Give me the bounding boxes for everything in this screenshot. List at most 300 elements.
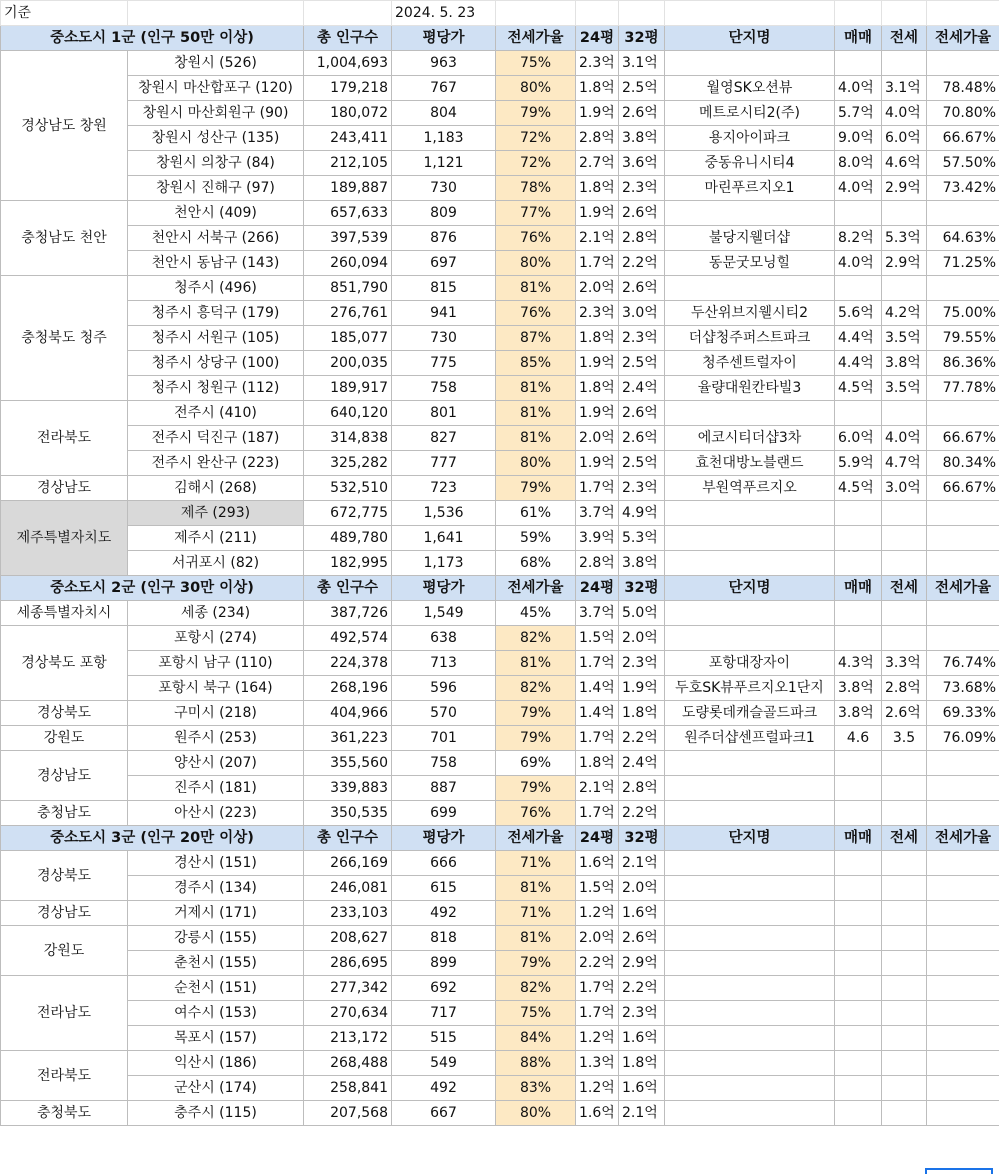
population-cell[interactable]: 397,539 bbox=[304, 226, 392, 251]
price-cell[interactable]: 818 bbox=[392, 926, 496, 951]
population-cell[interactable]: 350,535 bbox=[304, 801, 392, 826]
sale-price-cell[interactable]: 4.0억 bbox=[835, 76, 882, 101]
jeonse-price-cell[interactable] bbox=[882, 501, 927, 526]
complex-name-cell[interactable] bbox=[665, 951, 835, 976]
price-24-cell[interactable]: 2.2억 bbox=[576, 951, 619, 976]
city-cell[interactable]: 창원시 성산구 (135) bbox=[128, 126, 304, 151]
city-cell[interactable]: 거제시 (171) bbox=[128, 901, 304, 926]
complex-jeonse-ratio-cell[interactable]: 66.67% bbox=[927, 476, 999, 501]
price-24-cell[interactable]: 2.1억 bbox=[576, 776, 619, 801]
city-cell[interactable]: 창원시 진해구 (97) bbox=[128, 176, 304, 201]
jeonse-price-cell[interactable] bbox=[882, 851, 927, 876]
complex-name-cell[interactable]: 두산위브지웰시티2 bbox=[665, 301, 835, 326]
jeonse-price-cell[interactable]: 3.5억 bbox=[882, 326, 927, 351]
price-cell[interactable]: 1,183 bbox=[392, 126, 496, 151]
city-cell[interactable]: 포항시 남구 (110) bbox=[128, 651, 304, 676]
price-cell[interactable]: 767 bbox=[392, 76, 496, 101]
price-24-cell[interactable]: 3.7억 bbox=[576, 601, 619, 626]
complex-jeonse-ratio-cell[interactable]: 73.42% bbox=[927, 176, 999, 201]
jeonse-price-cell[interactable] bbox=[882, 1051, 927, 1076]
jeonse-price-cell[interactable] bbox=[882, 876, 927, 901]
region-cell[interactable]: 충청북도 청주 bbox=[1, 276, 128, 401]
jeonse-ratio-cell[interactable]: 71% bbox=[496, 851, 576, 876]
price-32-cell[interactable]: 2.1억 bbox=[619, 851, 665, 876]
city-cell[interactable]: 제주 (293) bbox=[128, 501, 304, 526]
price-24-cell[interactable]: 1.9억 bbox=[576, 451, 619, 476]
column-header-complex-name[interactable]: 단지명 bbox=[665, 26, 835, 51]
region-cell[interactable]: 경상남도 bbox=[1, 751, 128, 801]
sale-price-cell[interactable]: 4.0억 bbox=[835, 251, 882, 276]
price-24-cell[interactable]: 3.9억 bbox=[576, 526, 619, 551]
price-cell[interactable]: 1,549 bbox=[392, 601, 496, 626]
price-cell[interactable]: 1,641 bbox=[392, 526, 496, 551]
price-32-cell[interactable]: 2.3억 bbox=[619, 326, 665, 351]
column-header-total-population[interactable]: 총 인구수 bbox=[304, 576, 392, 601]
complex-name-cell[interactable]: 중동유니시티4 bbox=[665, 151, 835, 176]
price-24-cell[interactable]: 1.5억 bbox=[576, 626, 619, 651]
city-cell[interactable]: 천안시 (409) bbox=[128, 201, 304, 226]
complex-jeonse-ratio-cell[interactable] bbox=[927, 1076, 999, 1101]
jeonse-price-cell[interactable]: 3.5억 bbox=[882, 376, 927, 401]
city-cell[interactable]: 전주시 덕진구 (187) bbox=[128, 426, 304, 451]
sale-price-cell[interactable] bbox=[835, 601, 882, 626]
price-cell[interactable]: 941 bbox=[392, 301, 496, 326]
complex-name-cell[interactable]: 두호SK뷰푸르지오1단지 bbox=[665, 676, 835, 701]
price-cell[interactable]: 1,121 bbox=[392, 151, 496, 176]
jeonse-price-cell[interactable]: 4.0억 bbox=[882, 426, 927, 451]
price-cell[interactable]: 492 bbox=[392, 901, 496, 926]
price-32-cell[interactable]: 1.9억 bbox=[619, 676, 665, 701]
jeonse-price-cell[interactable]: 5.3억 bbox=[882, 226, 927, 251]
column-header-complex-jeonse-ratio[interactable]: 전세가율 bbox=[927, 826, 999, 851]
price-24-cell[interactable]: 1.7억 bbox=[576, 726, 619, 751]
city-cell[interactable]: 전주시 (410) bbox=[128, 401, 304, 426]
population-cell[interactable]: 213,172 bbox=[304, 1026, 392, 1051]
complex-jeonse-ratio-cell[interactable]: 69.33% bbox=[927, 701, 999, 726]
jeonse-ratio-cell[interactable]: 81% bbox=[496, 926, 576, 951]
price-32-cell[interactable]: 3.0억 bbox=[619, 301, 665, 326]
price-32-cell[interactable]: 1.6억 bbox=[619, 1026, 665, 1051]
complex-jeonse-ratio-cell[interactable] bbox=[927, 1051, 999, 1076]
price-32-cell[interactable]: 2.2억 bbox=[619, 726, 665, 751]
jeonse-price-cell[interactable]: 3.5 bbox=[882, 726, 927, 751]
header-label-cell[interactable]: 기준 bbox=[1, 1, 128, 26]
population-cell[interactable]: 189,917 bbox=[304, 376, 392, 401]
price-cell[interactable]: 899 bbox=[392, 951, 496, 976]
region-cell[interactable]: 충청남도 천안 bbox=[1, 201, 128, 276]
price-cell[interactable]: 570 bbox=[392, 701, 496, 726]
jeonse-price-cell[interactable]: 2.9억 bbox=[882, 176, 927, 201]
complex-name-cell[interactable] bbox=[665, 1051, 835, 1076]
price-24-cell[interactable]: 1.4억 bbox=[576, 701, 619, 726]
population-cell[interactable]: 268,488 bbox=[304, 1051, 392, 1076]
column-header-complex-jeonse-ratio[interactable]: 전세가율 bbox=[927, 576, 999, 601]
complex-name-cell[interactable] bbox=[665, 626, 835, 651]
city-cell[interactable]: 원주시 (253) bbox=[128, 726, 304, 751]
sale-price-cell[interactable] bbox=[835, 976, 882, 1001]
complex-name-cell[interactable] bbox=[665, 1001, 835, 1026]
jeonse-ratio-cell[interactable]: 72% bbox=[496, 151, 576, 176]
price-24-cell[interactable]: 1.7억 bbox=[576, 976, 619, 1001]
price-cell[interactable]: 697 bbox=[392, 251, 496, 276]
jeonse-price-cell[interactable]: 4.0억 bbox=[882, 101, 927, 126]
price-32-cell[interactable]: 4.9억 bbox=[619, 501, 665, 526]
city-cell[interactable]: 아산시 (223) bbox=[128, 801, 304, 826]
city-cell[interactable]: 창원시 의창구 (84) bbox=[128, 151, 304, 176]
sale-price-cell[interactable]: 5.9억 bbox=[835, 451, 882, 476]
jeonse-price-cell[interactable]: 3.0억 bbox=[882, 476, 927, 501]
region-cell[interactable]: 충청북도 bbox=[1, 1101, 128, 1126]
jeonse-ratio-cell[interactable]: 61% bbox=[496, 501, 576, 526]
complex-name-cell[interactable] bbox=[665, 201, 835, 226]
price-32-cell[interactable]: 1.6억 bbox=[619, 1076, 665, 1101]
complex-name-cell[interactable]: 더샵청주퍼스트파크 bbox=[665, 326, 835, 351]
price-24-cell[interactable]: 1.4억 bbox=[576, 676, 619, 701]
complex-name-cell[interactable] bbox=[665, 276, 835, 301]
jeonse-ratio-cell[interactable]: 76% bbox=[496, 226, 576, 251]
price-cell[interactable]: 692 bbox=[392, 976, 496, 1001]
price-24-cell[interactable]: 2.8억 bbox=[576, 551, 619, 576]
sale-price-cell[interactable] bbox=[835, 951, 882, 976]
complex-name-cell[interactable] bbox=[665, 851, 835, 876]
complex-jeonse-ratio-cell[interactable] bbox=[927, 51, 999, 76]
price-cell[interactable]: 804 bbox=[392, 101, 496, 126]
price-32-cell[interactable]: 3.8억 bbox=[619, 126, 665, 151]
sale-price-cell[interactable] bbox=[835, 201, 882, 226]
region-cell[interactable]: 경상북도 bbox=[1, 701, 128, 726]
jeonse-ratio-cell[interactable]: 79% bbox=[496, 951, 576, 976]
jeonse-ratio-cell[interactable]: 80% bbox=[496, 451, 576, 476]
population-cell[interactable]: 387,726 bbox=[304, 601, 392, 626]
population-cell[interactable]: 233,103 bbox=[304, 901, 392, 926]
complex-jeonse-ratio-cell[interactable]: 66.67% bbox=[927, 126, 999, 151]
jeonse-ratio-cell[interactable]: 81% bbox=[496, 876, 576, 901]
complex-jeonse-ratio-cell[interactable]: 78.48% bbox=[927, 76, 999, 101]
city-cell[interactable]: 경산시 (151) bbox=[128, 851, 304, 876]
column-header-jeonse-price[interactable]: 전세 bbox=[882, 826, 927, 851]
column-header-price-per-pyeong[interactable]: 평당가 bbox=[392, 576, 496, 601]
complex-jeonse-ratio-cell[interactable] bbox=[927, 501, 999, 526]
price-24-cell[interactable]: 1.7억 bbox=[576, 651, 619, 676]
city-cell[interactable]: 춘천시 (155) bbox=[128, 951, 304, 976]
complex-jeonse-ratio-cell[interactable] bbox=[927, 851, 999, 876]
price-cell[interactable]: 758 bbox=[392, 376, 496, 401]
price-cell[interactable]: 667 bbox=[392, 1101, 496, 1126]
column-header-price-24[interactable]: 24평 bbox=[576, 26, 619, 51]
sale-price-cell[interactable] bbox=[835, 1001, 882, 1026]
sale-price-cell[interactable] bbox=[835, 1051, 882, 1076]
price-cell[interactable]: 809 bbox=[392, 201, 496, 226]
column-header-price-32[interactable]: 32평 bbox=[619, 576, 665, 601]
sale-price-cell[interactable] bbox=[835, 1026, 882, 1051]
price-cell[interactable]: 730 bbox=[392, 326, 496, 351]
price-32-cell[interactable]: 2.6억 bbox=[619, 201, 665, 226]
jeonse-price-cell[interactable]: 3.1억 bbox=[882, 76, 927, 101]
jeonse-ratio-cell[interactable]: 77% bbox=[496, 201, 576, 226]
jeonse-price-cell[interactable] bbox=[882, 401, 927, 426]
section-title[interactable]: 중소도시 3군 (인구 20만 이상) bbox=[1, 826, 304, 851]
region-cell[interactable]: 경상북도 bbox=[1, 851, 128, 901]
column-header-complex-jeonse-ratio[interactable]: 전세가율 bbox=[927, 26, 999, 51]
region-cell[interactable]: 제주특별자치도 bbox=[1, 501, 128, 576]
jeonse-price-cell[interactable]: 6.0억 bbox=[882, 126, 927, 151]
price-24-cell[interactable]: 1.2억 bbox=[576, 901, 619, 926]
price-32-cell[interactable]: 2.2억 bbox=[619, 251, 665, 276]
jeonse-price-cell[interactable]: 4.2억 bbox=[882, 301, 927, 326]
complex-jeonse-ratio-cell[interactable]: 64.63% bbox=[927, 226, 999, 251]
jeonse-ratio-cell[interactable]: 76% bbox=[496, 301, 576, 326]
population-cell[interactable]: 276,761 bbox=[304, 301, 392, 326]
complex-name-cell[interactable] bbox=[665, 776, 835, 801]
complex-name-cell[interactable] bbox=[665, 526, 835, 551]
complex-jeonse-ratio-cell[interactable]: 77.78% bbox=[927, 376, 999, 401]
population-cell[interactable]: 277,342 bbox=[304, 976, 392, 1001]
price-24-cell[interactable]: 1.8억 bbox=[576, 176, 619, 201]
sale-price-cell[interactable] bbox=[835, 851, 882, 876]
region-cell[interactable]: 경상남도 bbox=[1, 901, 128, 926]
column-header-sale-price[interactable]: 매매 bbox=[835, 826, 882, 851]
sale-price-cell[interactable]: 4.4억 bbox=[835, 326, 882, 351]
price-32-cell[interactable]: 2.1억 bbox=[619, 1101, 665, 1126]
complex-name-cell[interactable]: 월영SK오션뷰 bbox=[665, 76, 835, 101]
jeonse-ratio-cell[interactable]: 80% bbox=[496, 1101, 576, 1126]
jeonse-price-cell[interactable] bbox=[882, 776, 927, 801]
city-cell[interactable]: 여수시 (153) bbox=[128, 1001, 304, 1026]
jeonse-price-cell[interactable] bbox=[882, 1101, 927, 1126]
population-cell[interactable]: 532,510 bbox=[304, 476, 392, 501]
city-cell[interactable]: 청주시 서원구 (105) bbox=[128, 326, 304, 351]
city-cell[interactable]: 청주시 상당구 (100) bbox=[128, 351, 304, 376]
price-24-cell[interactable]: 2.8억 bbox=[576, 126, 619, 151]
complex-name-cell[interactable] bbox=[665, 901, 835, 926]
section-title[interactable]: 중소도시 2군 (인구 30만 이상) bbox=[1, 576, 304, 601]
population-cell[interactable]: 1,004,693 bbox=[304, 51, 392, 76]
complex-jeonse-ratio-cell[interactable] bbox=[927, 801, 999, 826]
price-cell[interactable]: 717 bbox=[392, 1001, 496, 1026]
jeonse-ratio-cell[interactable]: 83% bbox=[496, 1076, 576, 1101]
price-24-cell[interactable]: 2.7억 bbox=[576, 151, 619, 176]
complex-name-cell[interactable]: 불당지웰더샵 bbox=[665, 226, 835, 251]
sale-price-cell[interactable]: 4.5억 bbox=[835, 376, 882, 401]
jeonse-ratio-cell[interactable]: 75% bbox=[496, 1001, 576, 1026]
jeonse-price-cell[interactable] bbox=[882, 626, 927, 651]
price-cell[interactable]: 758 bbox=[392, 751, 496, 776]
sale-price-cell[interactable] bbox=[835, 901, 882, 926]
jeonse-ratio-cell[interactable]: 81% bbox=[496, 276, 576, 301]
complex-jeonse-ratio-cell[interactable] bbox=[927, 1101, 999, 1126]
region-cell[interactable]: 경상남도 bbox=[1, 476, 128, 501]
price-24-cell[interactable]: 1.8억 bbox=[576, 376, 619, 401]
complex-jeonse-ratio-cell[interactable]: 70.80% bbox=[927, 101, 999, 126]
region-cell[interactable]: 강원도 bbox=[1, 926, 128, 976]
city-cell[interactable]: 창원시 마산회원구 (90) bbox=[128, 101, 304, 126]
price-24-cell[interactable]: 1.8억 bbox=[576, 326, 619, 351]
city-cell[interactable]: 군산시 (174) bbox=[128, 1076, 304, 1101]
sale-price-cell[interactable]: 4.0억 bbox=[835, 176, 882, 201]
complex-jeonse-ratio-cell[interactable] bbox=[927, 401, 999, 426]
column-header-sale-price[interactable]: 매매 bbox=[835, 576, 882, 601]
jeonse-ratio-cell[interactable]: 79% bbox=[496, 776, 576, 801]
jeonse-price-cell[interactable] bbox=[882, 1026, 927, 1051]
column-header-price-32[interactable]: 32평 bbox=[619, 826, 665, 851]
complex-name-cell[interactable] bbox=[665, 801, 835, 826]
jeonse-ratio-cell[interactable]: 82% bbox=[496, 976, 576, 1001]
city-cell[interactable]: 청주시 청원구 (112) bbox=[128, 376, 304, 401]
price-32-cell[interactable]: 2.4억 bbox=[619, 376, 665, 401]
sale-price-cell[interactable]: 9.0억 bbox=[835, 126, 882, 151]
complex-jeonse-ratio-cell[interactable] bbox=[927, 876, 999, 901]
complex-name-cell[interactable]: 마린푸르지오1 bbox=[665, 176, 835, 201]
sale-price-cell[interactable]: 4.6 bbox=[835, 726, 882, 751]
price-24-cell[interactable]: 1.6억 bbox=[576, 851, 619, 876]
complex-jeonse-ratio-cell[interactable]: 80.34% bbox=[927, 451, 999, 476]
population-cell[interactable]: 258,841 bbox=[304, 1076, 392, 1101]
population-cell[interactable]: 339,883 bbox=[304, 776, 392, 801]
complex-jeonse-ratio-cell[interactable] bbox=[927, 601, 999, 626]
population-cell[interactable]: 260,094 bbox=[304, 251, 392, 276]
price-32-cell[interactable]: 1.8억 bbox=[619, 701, 665, 726]
complex-jeonse-ratio-cell[interactable] bbox=[927, 626, 999, 651]
price-cell[interactable]: 666 bbox=[392, 851, 496, 876]
jeonse-ratio-cell[interactable]: 85% bbox=[496, 351, 576, 376]
jeonse-ratio-cell[interactable]: 45% bbox=[496, 601, 576, 626]
jeonse-price-cell[interactable]: 2.8억 bbox=[882, 676, 927, 701]
city-cell[interactable]: 익산시 (186) bbox=[128, 1051, 304, 1076]
sale-price-cell[interactable] bbox=[835, 1101, 882, 1126]
column-header-jeonse-price[interactable]: 전세 bbox=[882, 576, 927, 601]
column-header-total-population[interactable]: 총 인구수 bbox=[304, 826, 392, 851]
city-cell[interactable]: 경주시 (134) bbox=[128, 876, 304, 901]
city-cell[interactable]: 포항시 (274) bbox=[128, 626, 304, 651]
region-cell[interactable]: 강원도 bbox=[1, 726, 128, 751]
jeonse-price-cell[interactable] bbox=[882, 951, 927, 976]
price-24-cell[interactable]: 1.7억 bbox=[576, 476, 619, 501]
price-cell[interactable]: 596 bbox=[392, 676, 496, 701]
jeonse-ratio-cell[interactable]: 79% bbox=[496, 101, 576, 126]
column-header-jeonse-price[interactable]: 전세 bbox=[882, 26, 927, 51]
city-cell[interactable]: 청주시 흥덕구 (179) bbox=[128, 301, 304, 326]
jeonse-ratio-cell[interactable]: 79% bbox=[496, 476, 576, 501]
column-header-complex-name[interactable]: 단지명 bbox=[665, 576, 835, 601]
price-24-cell[interactable]: 1.2억 bbox=[576, 1076, 619, 1101]
complex-jeonse-ratio-cell[interactable] bbox=[927, 976, 999, 1001]
jeonse-price-cell[interactable] bbox=[882, 976, 927, 1001]
population-cell[interactable]: 185,077 bbox=[304, 326, 392, 351]
price-32-cell[interactable]: 5.0억 bbox=[619, 601, 665, 626]
price-24-cell[interactable]: 1.9억 bbox=[576, 101, 619, 126]
population-cell[interactable]: 640,120 bbox=[304, 401, 392, 426]
city-cell[interactable]: 진주시 (181) bbox=[128, 776, 304, 801]
price-32-cell[interactable]: 2.8억 bbox=[619, 226, 665, 251]
price-cell[interactable]: 492 bbox=[392, 1076, 496, 1101]
column-header-price-24[interactable]: 24평 bbox=[576, 576, 619, 601]
price-32-cell[interactable]: 2.6억 bbox=[619, 401, 665, 426]
region-cell[interactable]: 세종특별자치시 bbox=[1, 601, 128, 626]
region-cell[interactable]: 경상남도 창원 bbox=[1, 51, 128, 201]
complex-jeonse-ratio-cell[interactable] bbox=[927, 551, 999, 576]
sale-price-cell[interactable]: 4.4억 bbox=[835, 351, 882, 376]
complex-jeonse-ratio-cell[interactable] bbox=[927, 1001, 999, 1026]
population-cell[interactable]: 207,568 bbox=[304, 1101, 392, 1126]
complex-name-cell[interactable] bbox=[665, 926, 835, 951]
complex-name-cell[interactable]: 메트로시티2(주) bbox=[665, 101, 835, 126]
selected-cell-indicator[interactable] bbox=[925, 1168, 993, 1174]
jeonse-ratio-cell[interactable]: 81% bbox=[496, 401, 576, 426]
price-32-cell[interactable]: 2.0억 bbox=[619, 876, 665, 901]
population-cell[interactable]: 268,196 bbox=[304, 676, 392, 701]
jeonse-ratio-cell[interactable]: 80% bbox=[496, 251, 576, 276]
price-24-cell[interactable]: 3.7억 bbox=[576, 501, 619, 526]
price-24-cell[interactable]: 1.8억 bbox=[576, 76, 619, 101]
complex-jeonse-ratio-cell[interactable] bbox=[927, 901, 999, 926]
price-cell[interactable]: 777 bbox=[392, 451, 496, 476]
city-cell[interactable]: 포항시 북구 (164) bbox=[128, 676, 304, 701]
population-cell[interactable]: 182,995 bbox=[304, 551, 392, 576]
column-header-jeonse-ratio[interactable]: 전세가율 bbox=[496, 576, 576, 601]
sale-price-cell[interactable] bbox=[835, 926, 882, 951]
complex-jeonse-ratio-cell[interactable]: 73.68% bbox=[927, 676, 999, 701]
price-32-cell[interactable]: 2.2억 bbox=[619, 976, 665, 1001]
sale-price-cell[interactable]: 4.3억 bbox=[835, 651, 882, 676]
price-cell[interactable]: 963 bbox=[392, 51, 496, 76]
price-cell[interactable]: 723 bbox=[392, 476, 496, 501]
sale-price-cell[interactable]: 8.2억 bbox=[835, 226, 882, 251]
jeonse-price-cell[interactable] bbox=[882, 901, 927, 926]
complex-name-cell[interactable] bbox=[665, 551, 835, 576]
population-cell[interactable]: 179,218 bbox=[304, 76, 392, 101]
jeonse-ratio-cell[interactable]: 76% bbox=[496, 801, 576, 826]
sale-price-cell[interactable] bbox=[835, 801, 882, 826]
jeonse-price-cell[interactable]: 3.8억 bbox=[882, 351, 927, 376]
complex-jeonse-ratio-cell[interactable] bbox=[927, 776, 999, 801]
complex-name-cell[interactable]: 청주센트럴자이 bbox=[665, 351, 835, 376]
jeonse-price-cell[interactable]: 4.7억 bbox=[882, 451, 927, 476]
jeonse-ratio-cell[interactable]: 84% bbox=[496, 1026, 576, 1051]
city-cell[interactable]: 서귀포시 (82) bbox=[128, 551, 304, 576]
city-cell[interactable]: 김해시 (268) bbox=[128, 476, 304, 501]
population-cell[interactable]: 657,633 bbox=[304, 201, 392, 226]
region-cell[interactable]: 전라남도 bbox=[1, 976, 128, 1051]
city-cell[interactable]: 양산시 (207) bbox=[128, 751, 304, 776]
complex-name-cell[interactable] bbox=[665, 876, 835, 901]
price-32-cell[interactable]: 2.3억 bbox=[619, 1001, 665, 1026]
region-cell[interactable]: 경상북도 포항 bbox=[1, 626, 128, 701]
complex-name-cell[interactable]: 에코시티더샵3차 bbox=[665, 426, 835, 451]
city-cell[interactable]: 창원시 (526) bbox=[128, 51, 304, 76]
jeonse-price-cell[interactable] bbox=[882, 276, 927, 301]
price-cell[interactable]: 615 bbox=[392, 876, 496, 901]
complex-jeonse-ratio-cell[interactable] bbox=[927, 751, 999, 776]
price-24-cell[interactable]: 1.5억 bbox=[576, 876, 619, 901]
price-32-cell[interactable]: 2.5억 bbox=[619, 451, 665, 476]
jeonse-price-cell[interactable] bbox=[882, 1076, 927, 1101]
population-cell[interactable]: 246,081 bbox=[304, 876, 392, 901]
jeonse-price-cell[interactable]: 2.9억 bbox=[882, 251, 927, 276]
jeonse-ratio-cell[interactable]: 71% bbox=[496, 901, 576, 926]
column-header-price-per-pyeong[interactable]: 평당가 bbox=[392, 826, 496, 851]
jeonse-ratio-cell[interactable]: 72% bbox=[496, 126, 576, 151]
population-cell[interactable]: 189,887 bbox=[304, 176, 392, 201]
price-32-cell[interactable]: 2.2억 bbox=[619, 801, 665, 826]
population-cell[interactable]: 492,574 bbox=[304, 626, 392, 651]
column-header-jeonse-ratio[interactable]: 전세가율 bbox=[496, 26, 576, 51]
population-cell[interactable]: 208,627 bbox=[304, 926, 392, 951]
price-32-cell[interactable]: 2.3억 bbox=[619, 476, 665, 501]
jeonse-price-cell[interactable] bbox=[882, 601, 927, 626]
price-cell[interactable]: 730 bbox=[392, 176, 496, 201]
city-cell[interactable]: 구미시 (218) bbox=[128, 701, 304, 726]
jeonse-ratio-cell[interactable]: 59% bbox=[496, 526, 576, 551]
